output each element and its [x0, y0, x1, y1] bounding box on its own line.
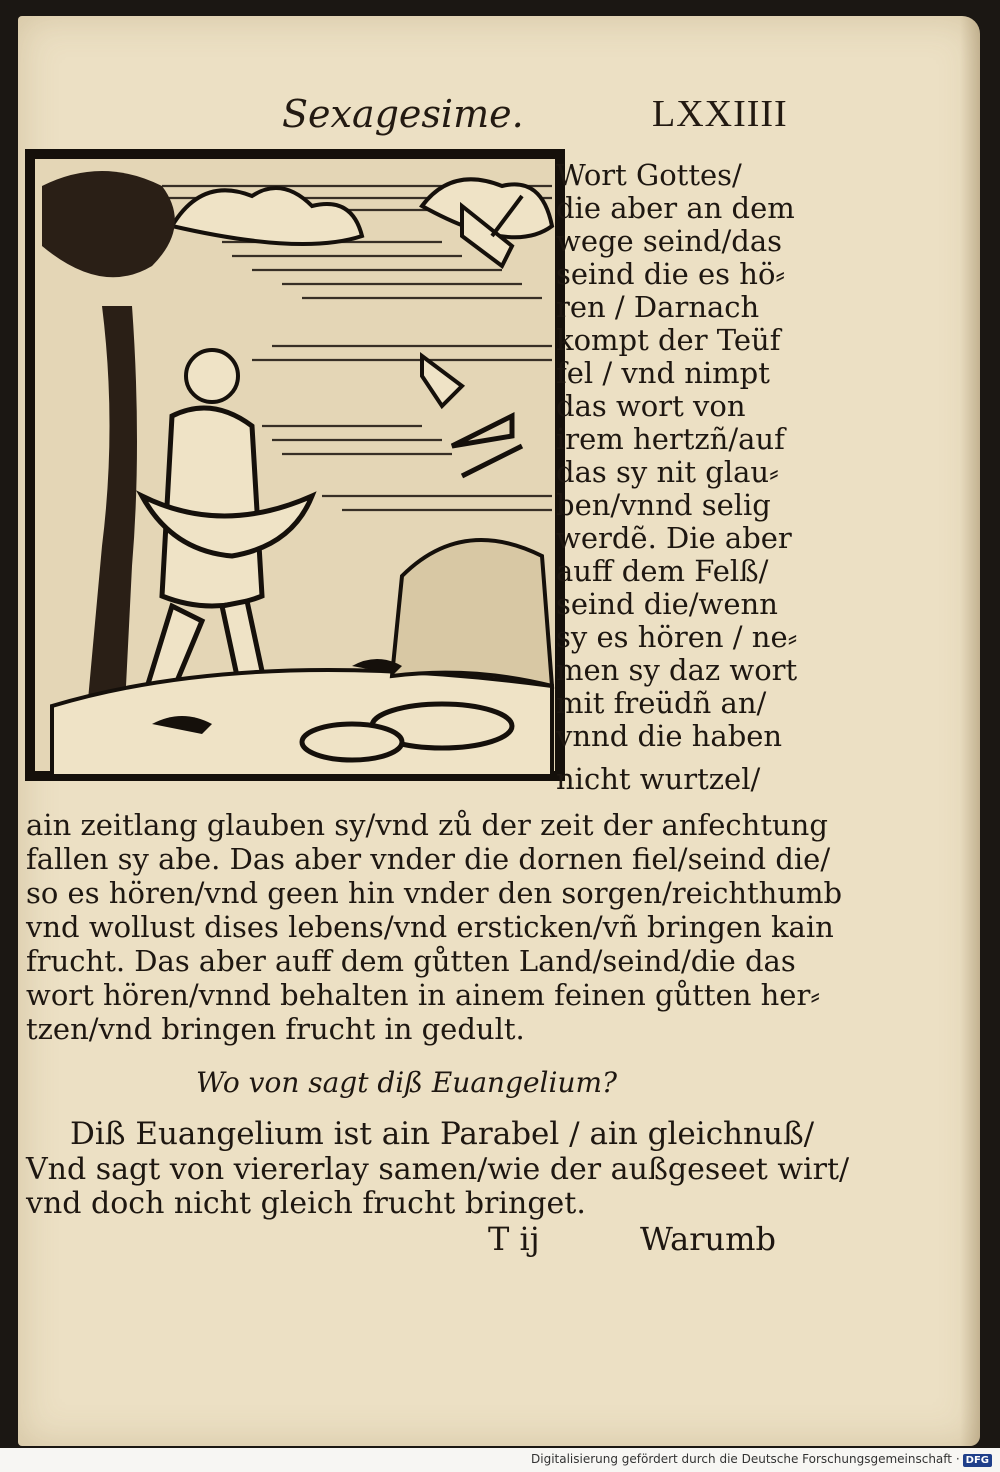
side-text-line: kompt der Teüf [556, 323, 781, 357]
side-text-line: ren / Darnach [556, 290, 760, 324]
side-text-line: men sy daz wort [556, 653, 798, 687]
side-text-line: werdẽ. Die aber [556, 521, 792, 555]
side-text-line: irem hertzñ/auf [556, 422, 785, 456]
body-text-line: tzen/vnd bringen frucht in gedult. [26, 1012, 525, 1046]
side-text-line: fel / vnd nimpt [556, 356, 770, 390]
side-text-line: sy es hören / ne⸗ [556, 620, 798, 654]
side-text-line: das sy nit glau⸗ [556, 455, 779, 489]
side-text-line: ben/vnnd selig [556, 488, 771, 522]
body-text-line: so es hören/vnd geen hin vnder den sorgen/reichthumb [26, 876, 843, 910]
body-text-line: fallen sy abe. Das aber vnder die dornen fiel/seind die/ [26, 842, 831, 876]
section-text-line: vnd doch nicht gleich frucht bringet. [26, 1186, 586, 1221]
folio-number: LXXIIII [652, 93, 788, 135]
side-text-line: seind die/wenn [556, 587, 778, 621]
signature-mark: T ij [488, 1220, 540, 1258]
digitization-credit: Digitalisierung gefördert durch die Deutsche Forschungsgemeinschaft · DFG [531, 1452, 992, 1467]
section-text-line: Diß Euangelium ist ain Parabel / ain gleichnuß/ [70, 1116, 815, 1152]
catchword: Warumb [640, 1220, 776, 1258]
side-text-line: Wort Gottes/ [556, 158, 742, 192]
page-edge-shadow [960, 16, 980, 1446]
side-text-line: seind die es hö⸗ [556, 257, 786, 291]
side-text-line: vnnd die haben [556, 719, 783, 753]
dfg-logo: DFG [963, 1454, 992, 1467]
side-text-line: die aber an dem [556, 191, 795, 225]
side-text-line: das wort von [556, 389, 746, 423]
side-text-line: nicht wurtzel/ [556, 762, 761, 796]
side-text-line: auff dem Felß/ [556, 554, 769, 588]
body-text-line: wort hören/vnnd behalten in ainem feinen gůtten her⸗ [26, 978, 820, 1012]
running-title: Sexagesime. [282, 92, 524, 136]
woodcut-sower-illustration [22, 146, 568, 784]
body-text-line: vnd wollust dises lebens/vnd ersticken/vñ bringen kain [26, 910, 834, 944]
body-text-line: frucht. Das aber auff dem gůtten Land/seind/die das [26, 944, 796, 978]
body-text-line: ain zeitlang glauben sy/vnd zů der zeit der anfechtung [26, 808, 828, 842]
side-text-line: wege seind/das [556, 224, 782, 258]
section-heading: Wo von sagt diß Euangelium? [196, 1066, 618, 1099]
credit-text: Digitalisierung gefördert durch die Deutsche Forschungsgemeinschaft [531, 1452, 953, 1466]
section-text-line: Vnd sagt von viererlay samen/wie der außgeseet wirt/ [26, 1152, 850, 1187]
side-text-line: mit freüdñ an/ [556, 686, 767, 720]
